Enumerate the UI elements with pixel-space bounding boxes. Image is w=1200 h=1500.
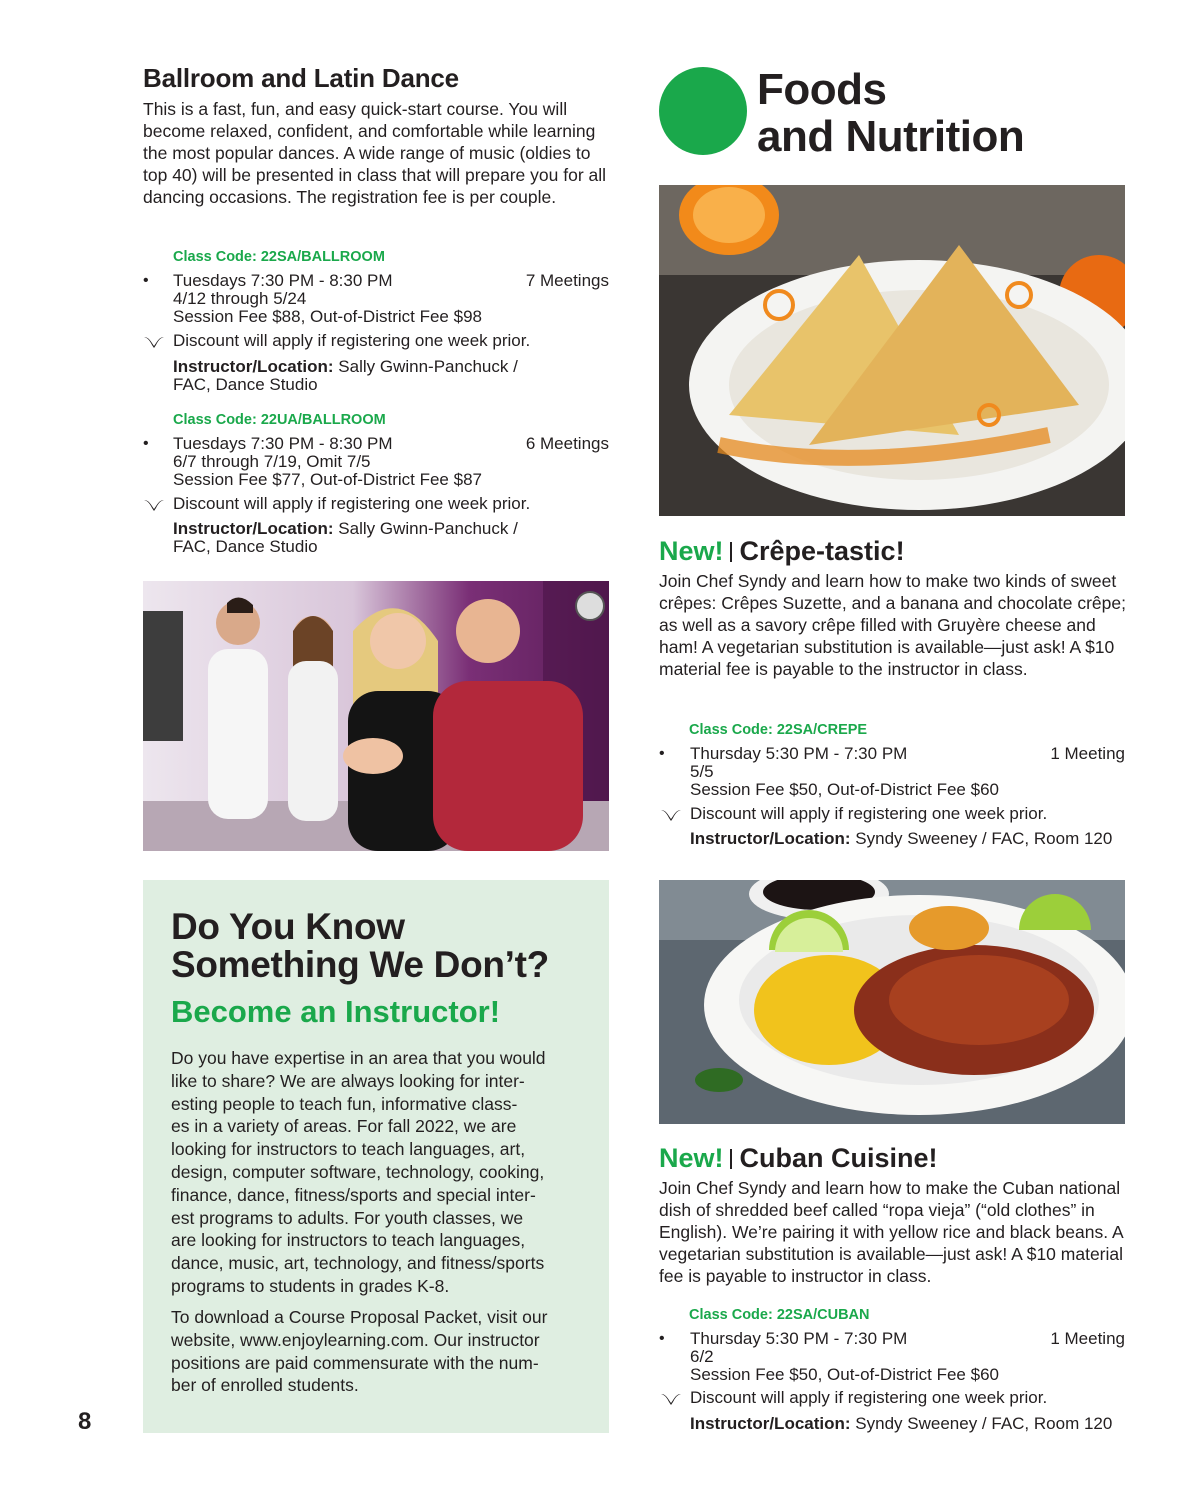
instructor-location-line: FAC, Dance Studio: [173, 375, 318, 394]
discount-note: [690, 804, 1047, 824]
class-time: Thursday 5:30 PM - 7:30 PM: [690, 1329, 908, 1348]
class-fee: Session Fee $50, Out-of-District Fee $60: [690, 1365, 999, 1384]
class-fee: Session Fee $88, Out-of-District Fee $98: [173, 307, 482, 326]
discount-note: [173, 331, 530, 351]
discount-text: Discount will apply if registering one week prior.: [690, 1388, 1048, 1407]
text-line: esting people to teach fun, informative class-: [171, 1093, 518, 1114]
bullet-icon: •: [659, 745, 665, 762]
class-time: Thursday 5:30 PM - 7:30 PM: [690, 744, 908, 763]
schedule-block: [659, 1330, 1125, 1384]
instructor-name: Syndy Sweeney / FAC, Room 120: [855, 829, 1113, 848]
class-dates: 5/5: [690, 762, 714, 781]
class-time: Tuesdays 7:30 PM - 8:30 PM: [173, 271, 393, 290]
class-dates: 6/2: [690, 1347, 714, 1366]
instructor-location-line: FAC, Dance Studio: [173, 537, 318, 556]
discount-note: [173, 494, 530, 514]
dancing-couples-illustration: [143, 581, 609, 851]
class-code: Class Code: 22SA/BALLROOM: [173, 249, 385, 265]
instructor-location: [690, 830, 1112, 848]
ropa-vieja-illustration: [659, 880, 1125, 1124]
bullet-icon: •: [143, 272, 149, 289]
text-line: programs to students in grades K-8.: [171, 1275, 450, 1296]
meeting-count: 7 Meetings: [525, 271, 609, 290]
schedule-block: [659, 745, 1125, 799]
meeting-count: 1 Meeting: [1050, 744, 1125, 763]
course-name: Crêpe-tastic!: [739, 536, 905, 566]
instructor-location: [173, 358, 518, 394]
instructor-label: Instructor/Location:: [173, 519, 334, 538]
cuban-title: [659, 1143, 938, 1174]
page-number: 8: [78, 1408, 92, 1435]
instructor-label: Instructor/Location:: [690, 1414, 851, 1433]
course-name: Cuban Cuisine!: [739, 1143, 938, 1173]
class-time: Tuesdays 7:30 PM - 8:30 PM: [173, 434, 393, 453]
text-line: looking for instructors to teach languages, art,: [171, 1139, 526, 1160]
text-line: positions are paid commensurate with the num-: [171, 1352, 539, 1373]
instructor-label: Instructor/Location:: [173, 357, 334, 376]
instructor-name: Sally Gwinn-Panchuck /: [338, 357, 518, 376]
cuban-description: Join Chef Syndy and learn how to make the Cuban national dish of shredded beef called “ropa vieja” (“old clothes” in English). We’re pairing it with yellow rice and black beans. A vegetarian substitution is available—just ask! A $10 material fee is payable to instructor in class.: [659, 1178, 1124, 1286]
text-line: like to share? We are always looking for inter-: [171, 1070, 525, 1091]
instructor-name: Sally Gwinn-Panchuck /: [338, 519, 518, 538]
section-title-line: Foods: [757, 65, 887, 114]
text-line: est programs to adults. For youth classes, we: [171, 1207, 524, 1228]
box-paragraph-1: [171, 1047, 601, 1298]
text-line: finance, dance, fitness/sports and special inter-: [171, 1184, 536, 1205]
class-fee: Session Fee $77, Out-of-District Fee $87: [173, 470, 482, 489]
ballroom-title: Ballroom and Latin Dance: [143, 63, 459, 93]
class-code: Class Code: 22SA/CREPE: [689, 722, 868, 738]
section-title-line: and Nutrition: [757, 112, 1025, 161]
text-line: To download a Course Proposal Packet, visit our: [171, 1307, 548, 1327]
class-dates: 6/7 through 7/19, Omit 7/5: [173, 452, 371, 471]
text-line: es in a variety of areas. For fall 2022, we are: [171, 1116, 517, 1137]
text-line: dance, music, art, technology, and fitness/sports: [171, 1253, 545, 1274]
instructor-location: [173, 520, 518, 556]
crepe-description: Join Chef Syndy and learn how to make two kinds of sweet crêpes: Crêpes Suzette, and a banana and chocolate crêpe; as well as a savory crêpe filled with Gruyère cheese and ham! A vegetarian substitution is available—just ask! A $10 material fee is payable to the instructor in class.: [659, 571, 1126, 679]
crepe-title: [659, 536, 905, 567]
instructor-label: Instructor/Location:: [690, 829, 851, 848]
discount-text: Discount will apply if registering one week prior.: [173, 494, 531, 513]
box-heading-line: Something We Don’t?: [171, 944, 549, 985]
bullet-icon: •: [659, 1330, 665, 1347]
text-line: design, computer software, technology, cooking,: [171, 1161, 545, 1182]
meeting-count: 1 Meeting: [1050, 1329, 1125, 1348]
crepes-plate-illustration: [659, 185, 1125, 516]
box-heading: [171, 908, 549, 984]
schedule-block: [143, 435, 609, 489]
new-label: New!: [659, 536, 724, 566]
meeting-count: 6 Meetings: [525, 434, 609, 453]
discount-note: [690, 1388, 1047, 1408]
box-heading-line: Do You Know: [171, 906, 405, 947]
text-line: ber of enrolled students.: [171, 1375, 359, 1396]
discount-text: Discount will apply if registering one week prior.: [173, 331, 531, 350]
ballroom-description: This is a fast, fun, and easy quick-start course. You will become relaxed, confident, and comfortable while learning the most popular dances. A wide range of music (oldies to top 40) will be presented in class that will prepare you for all dancing occasions. The registration fee is per couple.: [143, 99, 607, 207]
box-paragraph-2: [171, 1306, 601, 1397]
instructor-name: Syndy Sweeney / FAC, Room 120: [855, 1414, 1113, 1433]
text-line: are looking for instructors to teach languages,: [171, 1230, 526, 1251]
dance-photo: [143, 581, 609, 851]
section-title: [757, 66, 1024, 160]
class-fee: Session Fee $50, Out-of-District Fee $60: [690, 780, 999, 799]
section-circle-icon: [659, 67, 747, 155]
discount-text: Discount will apply if registering one week prior.: [690, 804, 1048, 823]
bird-icon: [143, 496, 165, 512]
instructor-location: [690, 1415, 1112, 1433]
title-separator: [730, 542, 732, 562]
bullet-icon: •: [143, 435, 149, 452]
cuban-photo: [659, 880, 1125, 1124]
crepe-photo: [659, 185, 1125, 516]
title-separator: [730, 1149, 732, 1169]
schedule-block: [143, 272, 609, 326]
bird-icon: [143, 333, 165, 349]
text-line: Do you have expertise in an area that you would: [171, 1048, 546, 1068]
bird-icon: [660, 806, 682, 822]
class-code: Class Code: 22SA/CUBAN: [689, 1307, 870, 1323]
text-line: website, www.enjoylearning.com. Our instructor: [171, 1329, 540, 1350]
class-code: Class Code: 22UA/BALLROOM: [173, 412, 386, 428]
new-label: New!: [659, 1143, 724, 1173]
box-subheading: Become an Instructor!: [171, 994, 501, 1029]
bird-icon: [660, 1390, 682, 1406]
class-dates: 4/12 through 5/24: [173, 289, 307, 308]
